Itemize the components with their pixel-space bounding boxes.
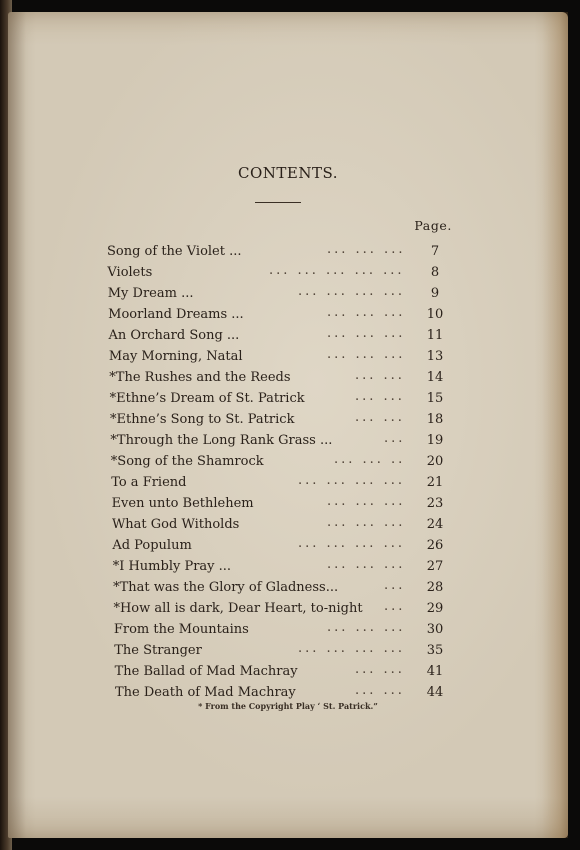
toc-entry-title: Song of the Violet ... <box>107 244 242 259</box>
toc-leader-dots: ... ... ... <box>326 347 406 362</box>
toc-page-number: 21 <box>426 475 444 490</box>
toc-leader-dots: ... ... <box>354 662 405 677</box>
toc-entry-title: Ad Populum <box>112 538 192 553</box>
title-rule <box>255 202 301 203</box>
toc-entry-title: Moorland Dreams ... <box>108 307 244 322</box>
toc-entry-title: From the Mountains <box>113 622 249 637</box>
toc-page-number: 27 <box>426 559 444 574</box>
toc-page-number: 15 <box>426 391 444 406</box>
toc-entry-title: The Stranger <box>114 643 202 658</box>
toc-row <box>115 662 455 682</box>
toc-page-number: 19 <box>426 433 444 448</box>
gutter-shadow <box>8 12 26 838</box>
toc-row <box>110 389 455 409</box>
toc-entry-title: What God Witholds <box>111 517 240 532</box>
toc-page-number: 30 <box>426 622 444 637</box>
toc-page-number: 24 <box>426 517 444 532</box>
toc-page-number: 7 <box>430 244 440 259</box>
toc-entry-title: *How all is dark, Dear Heart, to-night <box>113 601 363 616</box>
toc-leader-dots: ... ... ... ... <box>297 536 405 551</box>
toc-page-number: 35 <box>426 643 444 658</box>
toc-row <box>107 263 455 283</box>
toc-entry-title: Violets <box>107 265 153 280</box>
toc-entry-title: *Song of the Shamrock <box>110 454 264 469</box>
toc-page-number: 41 <box>426 664 444 679</box>
toc-row <box>111 452 455 472</box>
toc-page-number: 26 <box>426 538 444 553</box>
toc-page-number: 8 <box>430 265 440 280</box>
toc-entry-title: *Ethne’s Dream of St. Patrick <box>109 391 305 406</box>
toc-leader-dots: ... ... ... ... <box>297 284 405 299</box>
toc-leader-dots: ... ... <box>354 368 405 383</box>
page-column-header: Page. <box>414 218 452 233</box>
toc-page-number: 23 <box>426 496 444 511</box>
toc-entry-title: *I Humbly Pray ... <box>112 559 232 574</box>
toc-entry-title: The Death of Mad Machray <box>115 685 296 700</box>
toc-leader-dots: ... ... ... ... <box>297 641 405 656</box>
toc-page-number: 11 <box>426 328 444 343</box>
toc-leader-dots: ... ... <box>354 389 405 404</box>
page-title: CONTENTS. <box>238 164 338 182</box>
toc-row <box>112 536 455 556</box>
toc-row <box>111 473 455 493</box>
toc-leader-dots: ... ... ... <box>326 326 406 341</box>
toc-row <box>113 599 455 619</box>
toc-page-number: 29 <box>426 601 444 616</box>
toc-page-number: 28 <box>426 580 444 595</box>
toc-page-number: 10 <box>426 307 444 322</box>
toc-entry-title: An Orchard Song ... <box>108 328 240 343</box>
toc-entry-title: *The Rushes and the Reeds <box>109 370 291 385</box>
toc-entry-title: May Morning, Natal <box>108 349 243 364</box>
toc-row <box>109 368 455 388</box>
toc-entry-title: My Dream ... <box>107 286 194 301</box>
toc-page-number: 44 <box>426 685 444 700</box>
toc-row <box>108 284 455 304</box>
toc-row <box>109 326 455 346</box>
page-edge-stain <box>542 12 568 838</box>
toc-entry-title: Even unto Bethlehem <box>111 496 254 511</box>
toc-row <box>110 410 455 430</box>
toc-entry-title: *Through the Long Rank Grass ... <box>110 433 333 448</box>
toc-leader-dots: ... ... <box>355 683 405 698</box>
toc-leader-dots: ... ... ... <box>326 494 406 509</box>
toc-entry-title: *Ethne’s Song to St. Patrick <box>110 412 295 427</box>
toc-leader-dots: ... ... ... <box>326 557 406 572</box>
toc-row <box>112 515 455 535</box>
toc-row <box>110 431 455 451</box>
toc-page-number: 20 <box>426 454 444 469</box>
toc-row <box>107 242 455 262</box>
toc-leader-dots: ... ... ... ... <box>297 473 405 488</box>
toc-row <box>114 620 455 640</box>
toc-row <box>112 494 455 514</box>
toc-leader-dots: ... ... ... <box>327 242 406 257</box>
toc-row <box>114 641 455 661</box>
footnote: * From the Copyright Play ‘ St. Patrick.” <box>198 701 378 711</box>
toc-entry-title: *That was the Glory of Gladness... <box>113 580 339 595</box>
toc-leader-dots: ... ... ... <box>326 305 406 320</box>
toc-row <box>113 557 455 577</box>
toc-page-number: 14 <box>426 370 444 385</box>
toc-leader-dots: ... ... ... <box>326 515 406 530</box>
toc-leader-dots: ... ... <box>354 410 405 425</box>
toc-row <box>113 578 455 598</box>
toc-page-number: 18 <box>426 412 444 427</box>
toc-leader-dots: ... <box>383 431 406 446</box>
toc-row <box>115 683 455 703</box>
toc-leader-dots: ... ... ... <box>326 620 406 635</box>
toc-row <box>108 305 455 325</box>
toc-entry-title: To a Friend <box>111 475 187 490</box>
book-page <box>8 12 568 838</box>
toc-entry-title: The Ballad of Mad Machray <box>114 664 298 679</box>
toc-leader-dots: ... <box>383 599 406 614</box>
toc-page-number: 13 <box>426 349 444 364</box>
toc-leader-dots: ... <box>383 578 406 593</box>
toc-leader-dots: ... ... .. <box>333 452 406 467</box>
toc-row <box>109 347 455 367</box>
toc-page-number: 9 <box>430 286 440 301</box>
toc-leader-dots: ... ... ... ... ... <box>268 263 405 278</box>
